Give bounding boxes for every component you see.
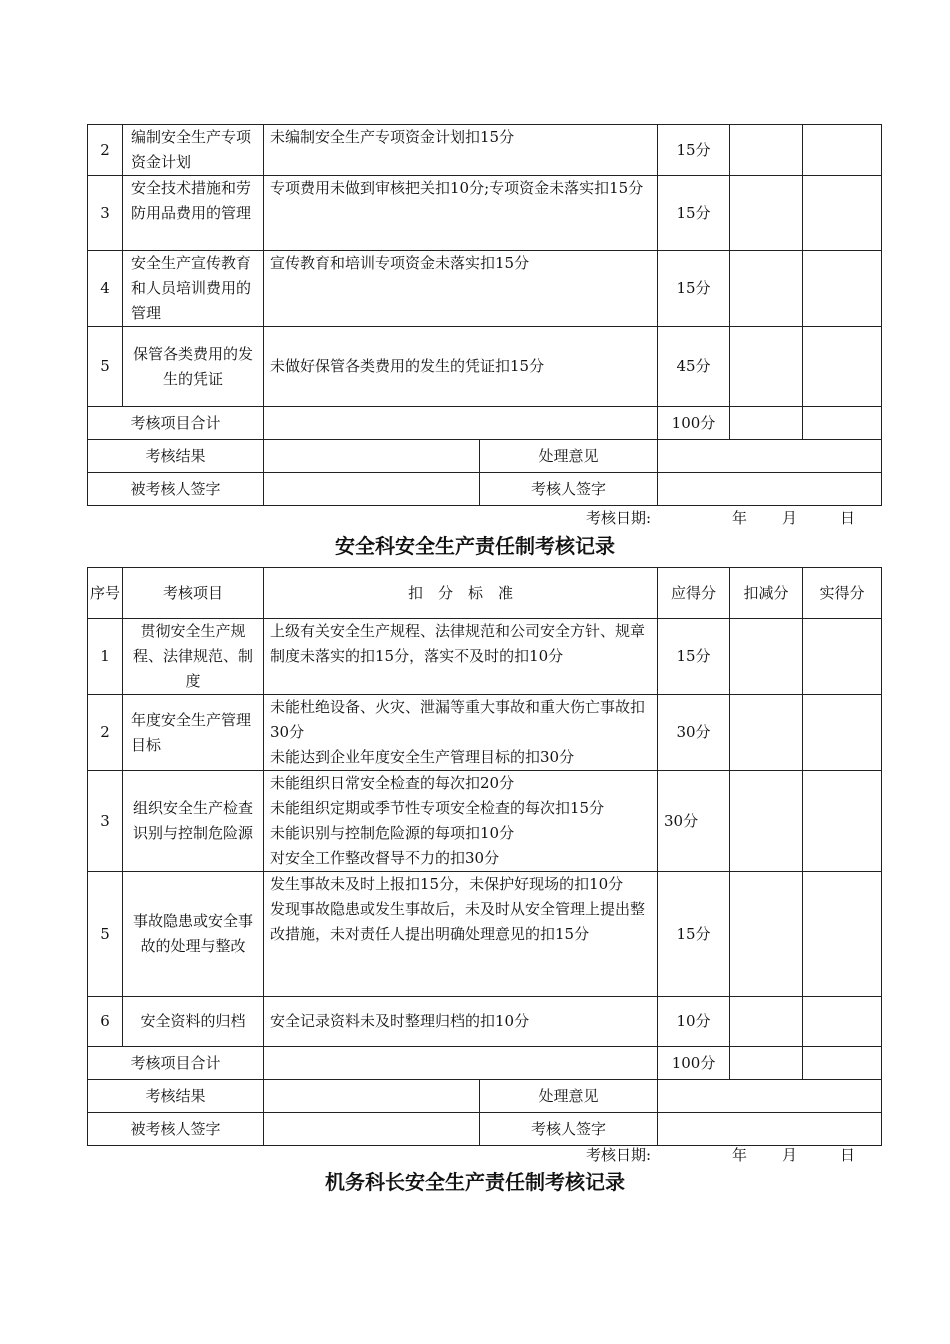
row-number: 2 xyxy=(88,125,123,176)
row-number: 5 xyxy=(88,872,123,997)
standard-line: 未能组织定期或季节性专项安全检查的每次扣15分 xyxy=(270,799,605,817)
actual-score-cell[interactable] xyxy=(803,619,882,695)
actual-score-cell[interactable] xyxy=(803,251,882,327)
deduct-score-cell[interactable] xyxy=(730,176,803,251)
table-row xyxy=(88,695,882,771)
deduct-score-cell[interactable] xyxy=(730,997,803,1047)
assessment-item: 事故隐患或安全事故的处理与整改 xyxy=(123,872,264,997)
header-due: 应得分 xyxy=(658,568,730,619)
signature-row xyxy=(88,1113,882,1146)
actual-score-cell[interactable] xyxy=(803,176,882,251)
table-row xyxy=(88,872,882,997)
deduction-standard xyxy=(264,695,658,771)
date-day: 日 xyxy=(840,509,856,527)
examinee-sign-label: 被考核人签字 xyxy=(88,1113,264,1146)
standard-line: 对安全工作整改督导不力的扣30分 xyxy=(270,849,500,867)
deduction-standard xyxy=(264,997,658,1047)
deduct-score-cell[interactable] xyxy=(730,327,803,407)
date-day: 日 xyxy=(840,1146,856,1164)
examiner-sign-cell[interactable] xyxy=(658,1113,882,1146)
opinion-label: 处理意见 xyxy=(480,440,658,473)
opinion-cell[interactable] xyxy=(658,440,882,473)
assessment-item: 安全资料的归档 xyxy=(123,997,264,1047)
assessment-table-2 xyxy=(87,567,882,1146)
table-row xyxy=(88,771,882,872)
deduction-standard xyxy=(264,619,658,695)
assessment-item: 组织安全生产检查识别与控制危险源 xyxy=(123,771,264,872)
assessment-date-2 xyxy=(586,1144,886,1166)
actual-score-cell[interactable] xyxy=(803,125,882,176)
date-month: 月 xyxy=(782,509,798,527)
actual-score-cell[interactable] xyxy=(803,872,882,997)
total-score: 100分 xyxy=(658,407,730,440)
due-score: 10分 xyxy=(658,997,730,1047)
due-score: 30分 xyxy=(658,771,730,872)
total-score: 100分 xyxy=(658,1047,730,1080)
deduct-score-cell[interactable] xyxy=(730,619,803,695)
table-row xyxy=(88,997,882,1047)
due-score: 15分 xyxy=(658,251,730,327)
assessment-item: 编制安全生产专项资金计划 xyxy=(123,125,264,176)
row-number: 3 xyxy=(88,771,123,872)
due-score: 30分 xyxy=(658,695,730,771)
examiner-sign-label: 考核人签字 xyxy=(480,473,658,506)
deduct-score-cell[interactable] xyxy=(730,872,803,997)
total-deduct-cell[interactable] xyxy=(730,1047,803,1080)
date-year: 年 xyxy=(732,509,748,527)
examinee-sign-label: 被考核人签字 xyxy=(88,473,264,506)
assessment-date-1 xyxy=(586,507,886,529)
standard-line: 安全记录资料未及时整理归档的扣10分 xyxy=(270,1012,530,1030)
examinee-sign-cell[interactable] xyxy=(264,1113,480,1146)
standard-line: 未能组织日常安全检查的每次扣20分 xyxy=(270,774,515,792)
date-label: 考核日期: xyxy=(586,509,652,527)
standard-line: 发现事故隐患或发生事故后，未及时从安全管理上提出整改措施，未对责任人提出明确处理意见的扣15分 xyxy=(270,900,646,943)
due-score: 45分 xyxy=(658,327,730,407)
header-standard: 扣 分 标 准 xyxy=(264,568,658,619)
total-label: 考核项目合计 xyxy=(88,1047,264,1080)
deduction-standard xyxy=(264,251,658,327)
result-label: 考核结果 xyxy=(88,1080,264,1113)
standard-line: 专项费用未做到审核把关扣10分;专项资金未落实扣15分 xyxy=(270,179,644,197)
date-label: 考核日期: xyxy=(586,1146,652,1164)
section-title-mechanical-dept: 机务科长安全生产责任制考核记录 xyxy=(325,1170,625,1194)
deduct-score-cell[interactable] xyxy=(730,771,803,872)
opinion-label: 处理意见 xyxy=(480,1080,658,1113)
table-row xyxy=(88,251,882,327)
table-row xyxy=(88,327,882,407)
header-no: 序号 xyxy=(88,568,123,619)
result-label: 考核结果 xyxy=(88,440,264,473)
standard-line: 未能达到企业年度安全生产管理目标的扣30分 xyxy=(270,748,575,766)
standard-line: 宣传教育和培训专项资金未落实扣15分 xyxy=(270,254,530,272)
total-blank xyxy=(264,407,658,440)
assessment-item: 年度安全生产管理目标 xyxy=(123,695,264,771)
signature-row xyxy=(88,473,882,506)
deduction-standard xyxy=(264,125,658,176)
total-row xyxy=(88,407,882,440)
row-number: 3 xyxy=(88,176,123,251)
examiner-sign-cell[interactable] xyxy=(658,473,882,506)
assessment-item: 安全技术措施和劳防用品费用的管理 xyxy=(123,176,264,251)
assessment-item: 贯彻安全生产规程、法律规范、制度 xyxy=(123,619,264,695)
total-actual-cell[interactable] xyxy=(803,1047,882,1080)
header-actual: 实得分 xyxy=(803,568,882,619)
table-row xyxy=(88,176,882,251)
standard-line: 未能识别与控制危险源的每项扣10分 xyxy=(270,824,515,842)
total-deduct-cell[interactable] xyxy=(730,407,803,440)
row-number: 2 xyxy=(88,695,123,771)
deduct-score-cell[interactable] xyxy=(730,125,803,176)
standard-line: 未做好保管各类费用的发生的凭证扣15分 xyxy=(270,357,545,375)
deduct-score-cell[interactable] xyxy=(730,695,803,771)
table-row xyxy=(88,125,882,176)
assessment-table-1 xyxy=(87,124,882,506)
opinion-cell[interactable] xyxy=(658,1080,882,1113)
actual-score-cell[interactable] xyxy=(803,997,882,1047)
row-number: 6 xyxy=(88,997,123,1047)
date-year: 年 xyxy=(732,1146,748,1164)
actual-score-cell[interactable] xyxy=(803,771,882,872)
actual-score-cell[interactable] xyxy=(803,695,882,771)
deduction-standard xyxy=(264,872,658,997)
row-number: 4 xyxy=(88,251,123,327)
deduction-standard xyxy=(264,176,658,251)
total-label: 考核项目合计 xyxy=(88,407,264,440)
table-row xyxy=(88,619,882,695)
result-cell[interactable] xyxy=(264,1080,480,1113)
deduction-standard xyxy=(264,327,658,407)
header-row xyxy=(88,568,882,619)
row-number: 5 xyxy=(88,327,123,407)
assessment-item: 安全生产宣传教育和人员培训费用的管理 xyxy=(123,251,264,327)
section-title-safety-dept: 安全科安全生产责任制考核记录 xyxy=(335,534,615,558)
examinee-sign-cell[interactable] xyxy=(264,473,480,506)
due-score: 15分 xyxy=(658,619,730,695)
result-row xyxy=(88,1080,882,1113)
total-actual-cell[interactable] xyxy=(803,407,882,440)
standard-line: 发生事故未及时上报扣15分，未保护好现场的扣10分 xyxy=(270,875,624,893)
standard-line: 未编制安全生产专项资金计划扣15分 xyxy=(270,128,515,146)
row-number: 1 xyxy=(88,619,123,695)
total-row xyxy=(88,1047,882,1080)
examiner-sign-label: 考核人签字 xyxy=(480,1113,658,1146)
header-item: 考核项目 xyxy=(123,568,264,619)
deduct-score-cell[interactable] xyxy=(730,251,803,327)
standard-line: 未能杜绝设备、火灾、泄漏等重大事故和重大伤亡事故扣30分 xyxy=(270,698,646,741)
due-score: 15分 xyxy=(658,872,730,997)
header-deduct: 扣减分 xyxy=(730,568,803,619)
result-cell[interactable] xyxy=(264,440,480,473)
actual-score-cell[interactable] xyxy=(803,327,882,407)
standard-line: 上级有关安全生产规程、法律规范和公司安全方针、规章制度未落实的扣15分，落实不及时的扣10分 xyxy=(270,622,646,665)
result-row xyxy=(88,440,882,473)
assessment-item: 保管各类费用的发生的凭证 xyxy=(123,327,264,407)
deduction-standard xyxy=(264,771,658,872)
total-blank xyxy=(264,1047,658,1080)
due-score: 15分 xyxy=(658,125,730,176)
date-month: 月 xyxy=(782,1146,798,1164)
due-score: 15分 xyxy=(658,176,730,251)
